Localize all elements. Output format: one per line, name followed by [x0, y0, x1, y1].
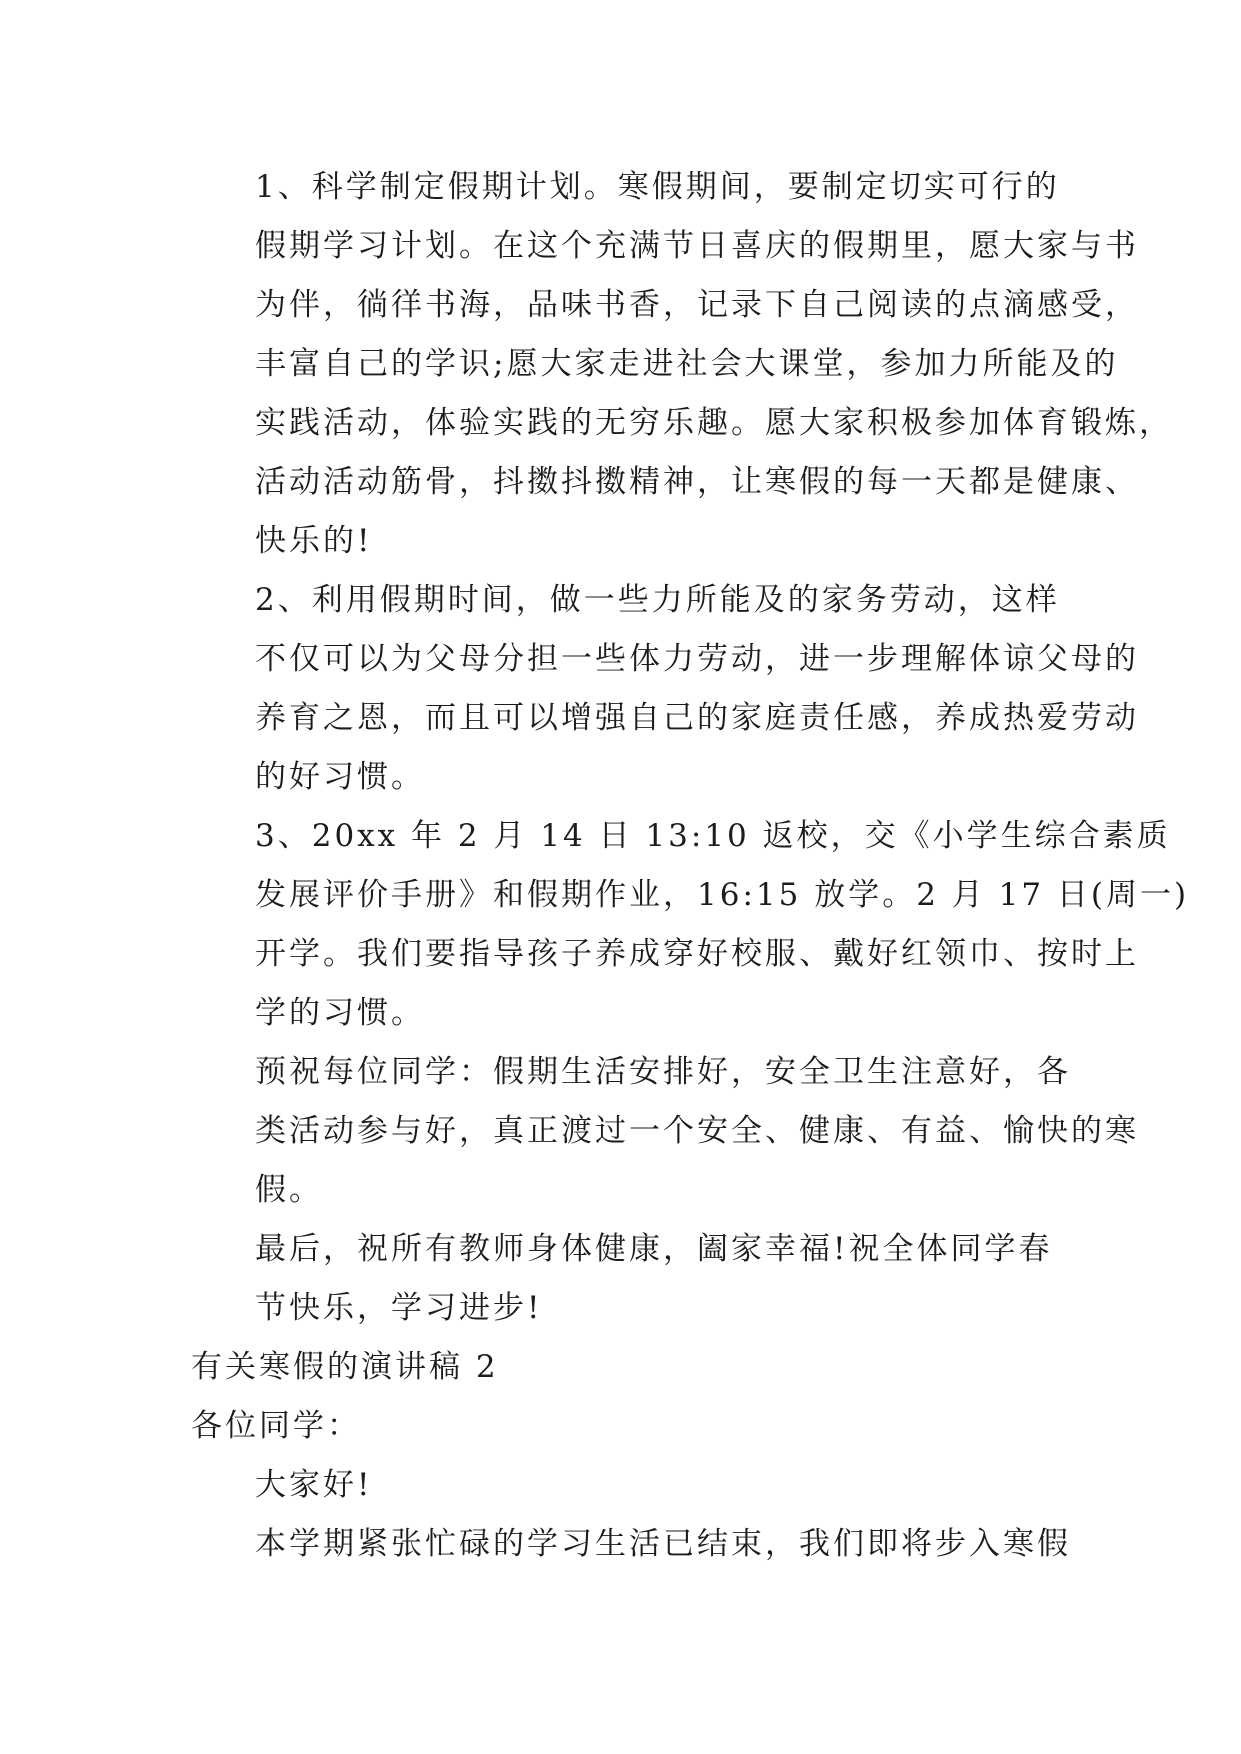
text-line: 快乐的! — [255, 523, 373, 559]
paragraph-wishes — [191, 1043, 1139, 1220]
text-line: 假。 — [255, 1172, 323, 1208]
text-line: 发展评价手册》和假期作业，16:15 放学。2 月 17 日(周一) — [255, 877, 1190, 913]
text-line: 的好习惯。 — [255, 759, 425, 795]
text-line: 节快乐，学习进步! — [255, 1290, 543, 1326]
text-line: 活动活动筋骨，抖擞抖擞精神，让寒假的每一天都是健康、 — [255, 464, 1139, 500]
text-line: 类活动参与好，真正渡过一个安全、健康、有益、愉快的寒 — [255, 1113, 1139, 1149]
text-line: 最后，祝所有教师身体健康，阖家幸福!祝全体同学春 — [255, 1231, 1053, 1267]
paragraph-closing — [191, 1220, 1051, 1338]
text-line: 开学。我们要指导孩子养成穿好校服、戴好红领巾、按时上 — [255, 936, 1139, 972]
text-line: 1、科学制定假期计划。寒假期间，要制定切实可行的 — [255, 169, 1060, 205]
salutation: 各位同学： — [191, 1408, 361, 1444]
text-line: 为伴，徜徉书海，品味书香，记录下自己阅读的点滴感受， — [255, 287, 1139, 323]
paragraph-return-school — [191, 807, 1190, 1043]
greeting: 大家好! — [255, 1467, 373, 1503]
text-line: 假期学习计划。在这个充满节日喜庆的假期里，愿大家与书 — [255, 228, 1139, 264]
text-line: 实践活动，体验实践的无穷乐趣。愿大家积极参加体育锻炼， — [255, 405, 1173, 441]
text-line: 丰富自己的学识;愿大家走进社会大课堂，参加力所能及的 — [255, 346, 1119, 382]
text-line: 3、20xx 年 2 月 14 日 13:10 返校，交《小学生综合素质 — [255, 818, 1171, 854]
text-line: 不仅可以为父母分担一些体力劳动，进一步理解体谅父母的 — [255, 641, 1139, 677]
paragraph-intro: 本学期紧张忙碌的学习生活已结束，我们即将步入寒假 — [255, 1526, 1071, 1562]
document-body — [191, 158, 1190, 1574]
section-heading: 有关寒假的演讲稿 2 — [191, 1349, 499, 1385]
text-line: 养育之恩，而且可以增强自己的家庭责任感，养成热爱劳动 — [255, 700, 1139, 736]
text-line: 学的习惯。 — [255, 995, 425, 1031]
paragraph-housework — [191, 571, 1139, 807]
text-line: 预祝每位同学：假期生活安排好，安全卫生注意好，各 — [255, 1054, 1071, 1090]
paragraph-plan — [191, 158, 1173, 571]
text-line: 2、利用假期时间，做一些力所能及的家务劳动，这样 — [255, 582, 1060, 618]
